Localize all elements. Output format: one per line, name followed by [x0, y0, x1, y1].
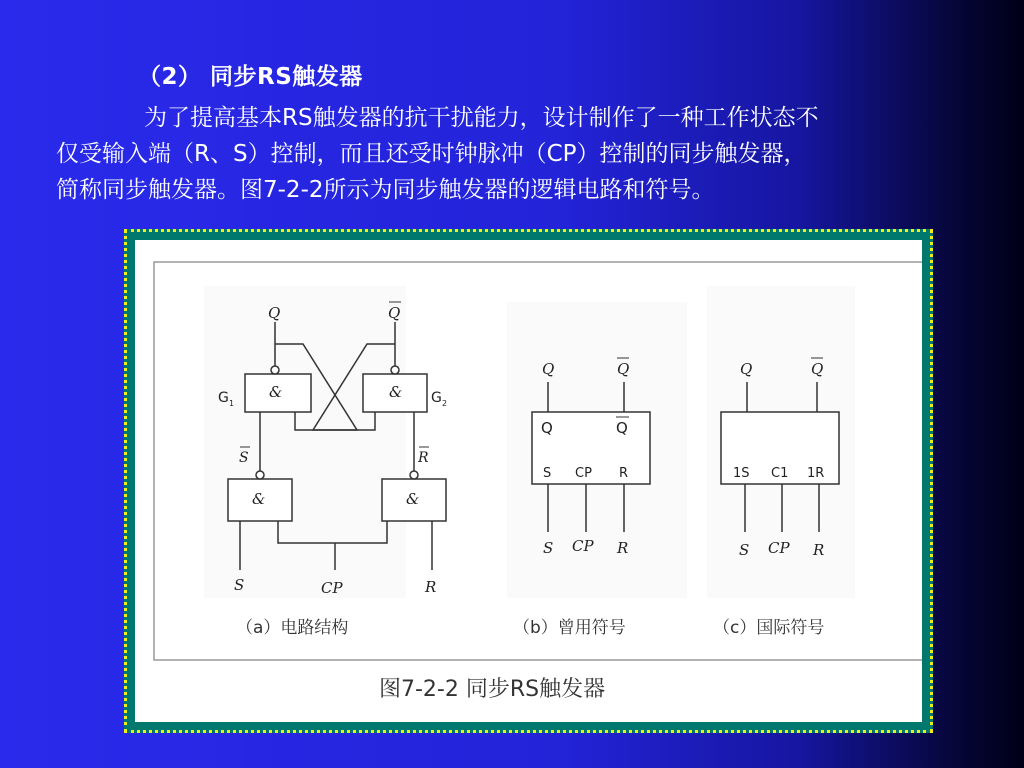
g1-label: G	[218, 390, 229, 406]
g2-label: G	[431, 390, 442, 406]
a-r-label: R	[425, 578, 437, 596]
panel-a-background	[204, 286, 406, 598]
c-box-1s: 1S	[733, 466, 750, 481]
c-s-label: S	[739, 541, 750, 559]
figure-frame	[124, 229, 933, 733]
b-q-label: Q	[542, 360, 555, 378]
g1-subscript: 1	[229, 399, 235, 408]
b-box-q: Q	[541, 419, 553, 437]
g1-and-symbol: &	[269, 383, 283, 401]
caption-a: （a）电路结构	[236, 618, 349, 638]
s-bar-label: S	[239, 450, 249, 466]
caption-b: （b）曾用符号	[513, 618, 626, 638]
caption-c: （c）国际符号	[713, 618, 825, 638]
g2-subscript: 2	[442, 399, 448, 408]
g2-output-bubble	[391, 366, 399, 374]
figure-diagram	[135, 240, 922, 722]
figure-panel	[135, 240, 922, 722]
body-paragraph	[56, 100, 976, 208]
b-cp-label: CP	[572, 537, 594, 555]
a-cp-label: CP	[321, 579, 343, 597]
b-box-qbar: Q	[616, 419, 628, 437]
b-qbar-label: Q	[617, 360, 630, 378]
c-qbar-label: Q	[811, 360, 824, 378]
c-box-c1: C1	[771, 466, 789, 481]
c-box-1r: 1R	[807, 466, 825, 481]
c-r-label: R	[813, 541, 825, 559]
figure-title: 图7-2-2 同步RS触发器	[379, 677, 606, 702]
c-q-label: Q	[740, 360, 753, 378]
section-heading: （2） 同步RS触发器	[138, 64, 363, 90]
g2-and-symbol: &	[389, 383, 403, 401]
b-box-s: S	[543, 466, 552, 481]
g3-output-bubble	[256, 471, 264, 479]
b-box-cp: CP	[575, 466, 592, 481]
paragraph-line-3: 简称同步触发器。图7-2-2所示为同步触发器的逻辑电路和符号。	[56, 177, 715, 203]
b-s-label: S	[543, 539, 554, 557]
g1-output-bubble	[271, 366, 279, 374]
a-qbar-label: Q	[388, 304, 401, 322]
c-cp-label: CP	[768, 539, 790, 557]
a-q-label: Q	[268, 304, 281, 322]
a-s-label: S	[234, 576, 245, 594]
g4-output-bubble	[410, 471, 418, 479]
paragraph-line-2: 仅受输入端（R、S）控制，而且还受时钟脉冲（CP）控制的同步触发器，	[56, 141, 807, 167]
g3-and-symbol: &	[252, 490, 266, 508]
r-bar-label: R	[418, 450, 429, 466]
g4-and-symbol: &	[406, 490, 420, 508]
b-r-label: R	[617, 539, 629, 557]
b-box-r: R	[619, 466, 629, 481]
paragraph-line-1: 为了提高基本RS触发器的抗干扰能力，设计制作了一种工作状态不	[144, 105, 819, 131]
